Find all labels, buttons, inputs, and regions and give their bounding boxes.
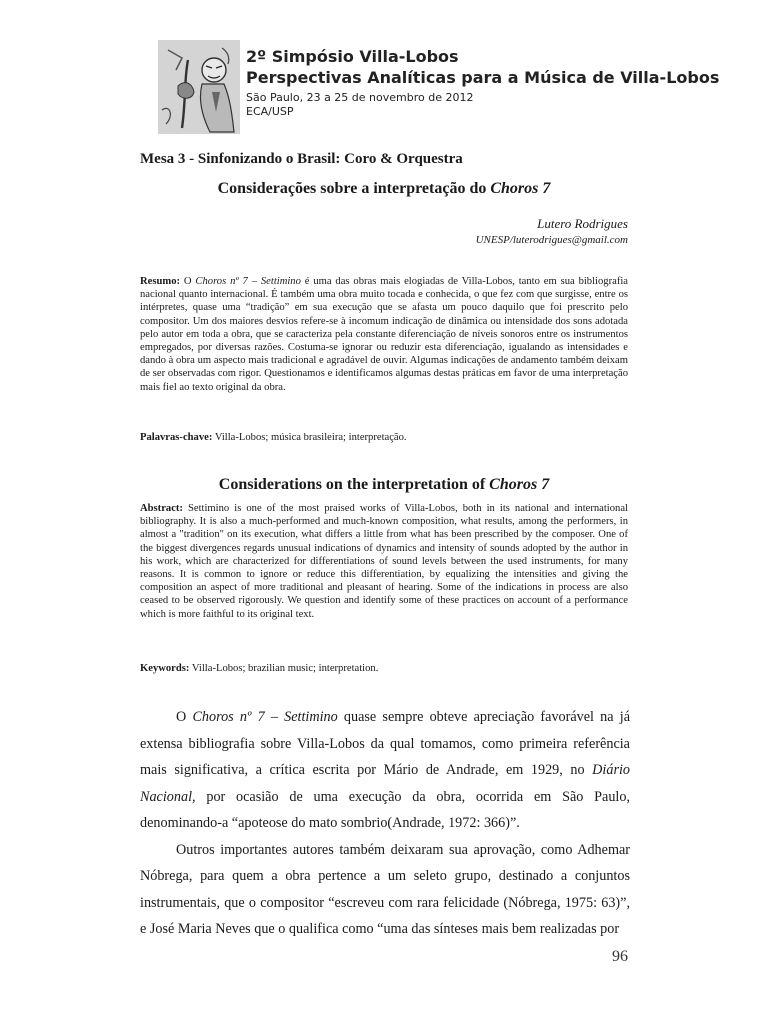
body-p1-part-b: quase sempre obteve apreciação favorável na já extensa bibliografia sobre Villa-Lobos da qual tomamos, como primeira referência mais significativa, a crítica escrita por Mário de Andrade, em 1929, no [140, 709, 630, 778]
paper-title-en [140, 476, 628, 494]
keywords-pt [140, 431, 628, 444]
title-pt-work: Choros 7 [490, 180, 551, 197]
keywords-en-text: Villa-Lobos; brazilian music; interpretation. [189, 663, 379, 674]
page-number: 96 [612, 948, 628, 965]
body-paragraph-2: Outros importantes autores também deixaram sua aprovação, como Adhemar Nóbrega, para quem a obra pertence a um seleto grupo, destinado a conjuntos instrumentais, que o compositor “escreveu com rara felicidade (Nóbrega, 1975: 63)”, e José Maria Neves que o qualifica como “uma das sínteses mais bem realizadas por [140, 841, 630, 937]
abstract-en [140, 502, 628, 621]
villa-lobos-caricature-icon [158, 40, 240, 134]
keywords-en [140, 662, 628, 675]
session-heading: Mesa 3 - Sinfonizando o Brasil: Coro & Orquestra [140, 151, 463, 167]
title-pt-prefix: Considerações sobre a interpretação do [217, 180, 491, 197]
abstract-pt-work: Choros nº 7 – Settimino [195, 276, 301, 287]
abstract-pt-text: é uma das obras mais elogiadas de Villa-Lobos, tanto em sua bibliografia nacional quanto internacional. É também uma obra muito tocada e conhecida, o que fez com que surgisse, entre os intérpretes, quase uma “tradição” em sua execução que se afasta um pouco daquilo que foi prescrito pelo compositor. Um dos maiores desvios refere-se à incomum indicação de dinâmica ou intensidade dos sons adotada pelo autor em toda a obra, que se caracteriza pela constante diferenciação de níveis sonoros entre os instrumentos empregados, por diversas razões. Costuma-se ignorar ou reduzir esta diferenciação, igualando as intensidades e dando à obra um aspecto mais tradicional e agradável de ouvir. Algumas indicações de andamento também deixam de ser observadas com rigor. Questionamos e identificamos algumas destas práticas em favor de uma interpretação mais fiel ao texto original da obra. [140, 276, 628, 393]
symposium-subtitle: Perspectivas Analíticas para a Música de Villa-Lobos [246, 68, 720, 87]
abstract-en-text: Settimino is one of the most praised works of Villa-Lobos, both in its national and international bibliography. It is also a much-performed and much-known composition, what results, among the performers, in almost a "tradition" on its execution, what differs a little from what has been prescribed by the composer. One of the biggest divergences regards unusual indications of dynamics and intensity of sounds adopted by the author in his work, which are characterized for differentiations of sound levels between the used instruments, for many reasons. It is common to ignore or reduce this differentiation, by equalizing the intensities and giving the composition an aspect of more traditional and pleasant of hearing. Some of the indications in process are also ceased to be observed rigorously. We question and identify some of these practices on account of a performance which is more faithful to its original text. [140, 503, 628, 620]
title-en-prefix: Considerations on the interpretation of [218, 476, 490, 493]
symposium-title: 2º Simpósio Villa-Lobos [246, 47, 459, 66]
abstract-en-label: Abstract: [140, 503, 183, 514]
conference-banner [158, 40, 720, 136]
author-affiliation: UNESP/luterodrigues@gmail.com [475, 234, 628, 246]
abstract-pt-lead: O [180, 276, 196, 287]
banner-illustration [158, 40, 240, 134]
abstract-pt-label: Resumo: [140, 276, 181, 287]
body-p1-part-c: por ocasião de uma execução da obra, ocorrida em São Paulo, denominando-a “apoteose do mato sombrio(Andrade, 1972: 366)”. [140, 788, 630, 831]
author-name: Lutero Rodrigues [537, 216, 628, 231]
body-p1-part-a: O [176, 709, 193, 725]
abstract-pt [140, 275, 628, 394]
banner-text [246, 46, 719, 119]
body-p1-work: Choros nº 7 – Settimino [192, 709, 338, 725]
symposium-venue: ECA/USP [246, 105, 294, 118]
symposium-date: São Paulo, 23 a 25 de novembro de 2012 [246, 91, 474, 104]
body-text [140, 704, 630, 943]
body-p1-publication: Diário Nacional, [140, 762, 630, 805]
keywords-pt-label: Palavras-chave: [140, 432, 213, 443]
keywords-pt-text: Villa-Lobos; música brasileira; interpretação. [212, 432, 407, 443]
body-paragraph-1 [140, 704, 630, 837]
paper-title-pt [140, 180, 628, 198]
keywords-en-label: Keywords: [140, 663, 190, 674]
title-en-work: Choros 7 [489, 476, 550, 493]
